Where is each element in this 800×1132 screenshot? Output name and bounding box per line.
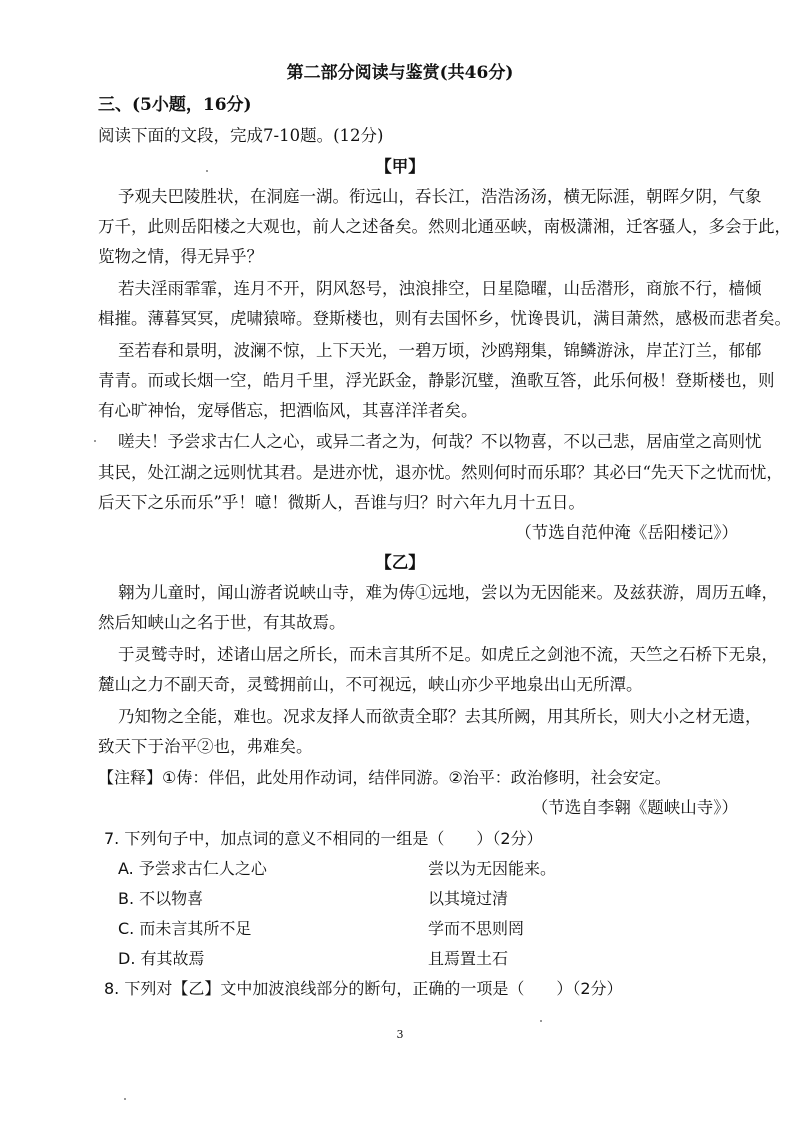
part-heading: 三、(5小题，16分) (98, 95, 252, 115)
q7-option-d-right: 且焉置土石 (428, 949, 509, 968)
passage-b-line: 乃知物之全能，难也。况求友择人而欲责全耶？去其所阙，用其所长，则大小之材无遗， (118, 707, 762, 726)
question-7-stem: 7. 下列句子中，加点词的意义不相同的一组是（ ）（2分） (104, 829, 543, 848)
passage-a-line: 楫摧。薄暮冥冥，虎啸猿啼。登斯楼也，则有去国怀乡，忧谗畏讥，满目萧然，感极而悲者矣。 (98, 309, 791, 328)
passage-a-line: 览物之情，得无异乎？ (98, 247, 263, 266)
q7-option-c-right: 学而不思则罔 (428, 919, 525, 938)
q7-option-b-left: B. 不以物喜 (118, 889, 204, 908)
passage-a-line: 万千，此则岳阳楼之大观也，前人之述备矣。然则北通巫峡，南极潇湘，迁客骚人，多会于此， (98, 217, 791, 236)
scan-speck (206, 170, 208, 172)
q7-option-a-right: 尝以为无因能来。 (428, 859, 557, 878)
scan-speck (540, 1020, 542, 1022)
q7-option-c-left: C. 而未言其所不足 (118, 919, 252, 938)
q7-option-d-left: D. 有其故焉 (118, 949, 205, 968)
section-title: 第二部分阅读与鉴赏(共46分) (286, 63, 514, 83)
q7-option-b-right: 以其境过清 (428, 889, 509, 908)
question-8-stem: 8. 下列对【乙】文中加波浪线部分的断句，正确的一项是（ ）（2分） (104, 979, 623, 998)
passage-b-line: 麓山之力不副天奇，灵鹫拥前山，不可视远，峡山亦少平地泉出山无所潭。 (98, 675, 643, 694)
passage-a-line: 青青。而或长烟一空，皓月千里，浮光跃金，静影沉璧，渔歌互答，此乐何极！登斯楼也，则 (98, 371, 775, 390)
page-number: 3 (396, 1028, 404, 1041)
q7-option-a-left: A. 予尝求古仁人之心 (118, 859, 267, 878)
scan-speck (124, 1098, 126, 1100)
passage-a-line: 至若春和景明，波澜不惊，上下天光，一碧万顷，沙鸥翔集，锦鳞游泳，岸芷汀兰，郁郁 (118, 341, 762, 360)
passage-a-source: （节选自范仲淹《岳阳楼记》） (515, 523, 738, 542)
passage-a-line: 嗟夫！予尝求古仁人之心，或异二者之为，何哉？不以物喜，不以己悲，居庙堂之高则忧 (118, 432, 762, 451)
passage-b-line: 于灵鹫寺时，述诸山居之所长，而未言其所不足。如虎丘之剑池不流，天竺之石桥下无泉， (118, 645, 778, 664)
instruction: 阅读下面的文段，完成7-10题。(12分) (98, 126, 384, 145)
passage-a-line: 后天下之乐而乐”乎！噫！微斯人，吾谁与归？时六年九月十五日。 (98, 493, 585, 512)
passage-b-label: 【乙】 (375, 553, 425, 572)
passage-b-line: 然后知峡山之名于世，有其故焉。 (98, 613, 346, 632)
passage-a-line: 其民，处江湖之远则忧其君。是进亦忧，退亦忧。然则何时而乐耶？其必曰“先天下之忧而忧， (98, 463, 783, 482)
footnote: 【注释】①俦：伴侣，此处用作动词，结伴同游。②治平：政治修明，社会安定。 (98, 768, 671, 787)
passage-a-line: 有心旷神怡，宠辱偕忘，把酒临风，其喜洋洋者矣。 (98, 401, 478, 420)
passage-a-line: 予观夫巴陵胜状，在洞庭一湖。衔远山，吞长江，浩浩汤汤，横无际涯，朝晖夕阴，气象 (118, 187, 762, 206)
passage-b-line: 翱为儿童时，闻山游者说峡山寺，难为俦①远地，尝以为无因能来。及兹获游，周历五峰， (118, 583, 778, 602)
scan-speck (94, 440, 96, 442)
passage-a-line: 若夫淫雨霏霏，连月不开，阴风怒号，浊浪排空，日星隐曜，山岳潜形，商旅不行，樯倾 (118, 279, 762, 298)
passage-b-line: 致天下于治平②也，弗难矣。 (98, 737, 313, 756)
passage-b-source: （节选自李翱《题峡山寺》） (531, 798, 738, 817)
passage-a-label: 【甲】 (375, 157, 425, 176)
